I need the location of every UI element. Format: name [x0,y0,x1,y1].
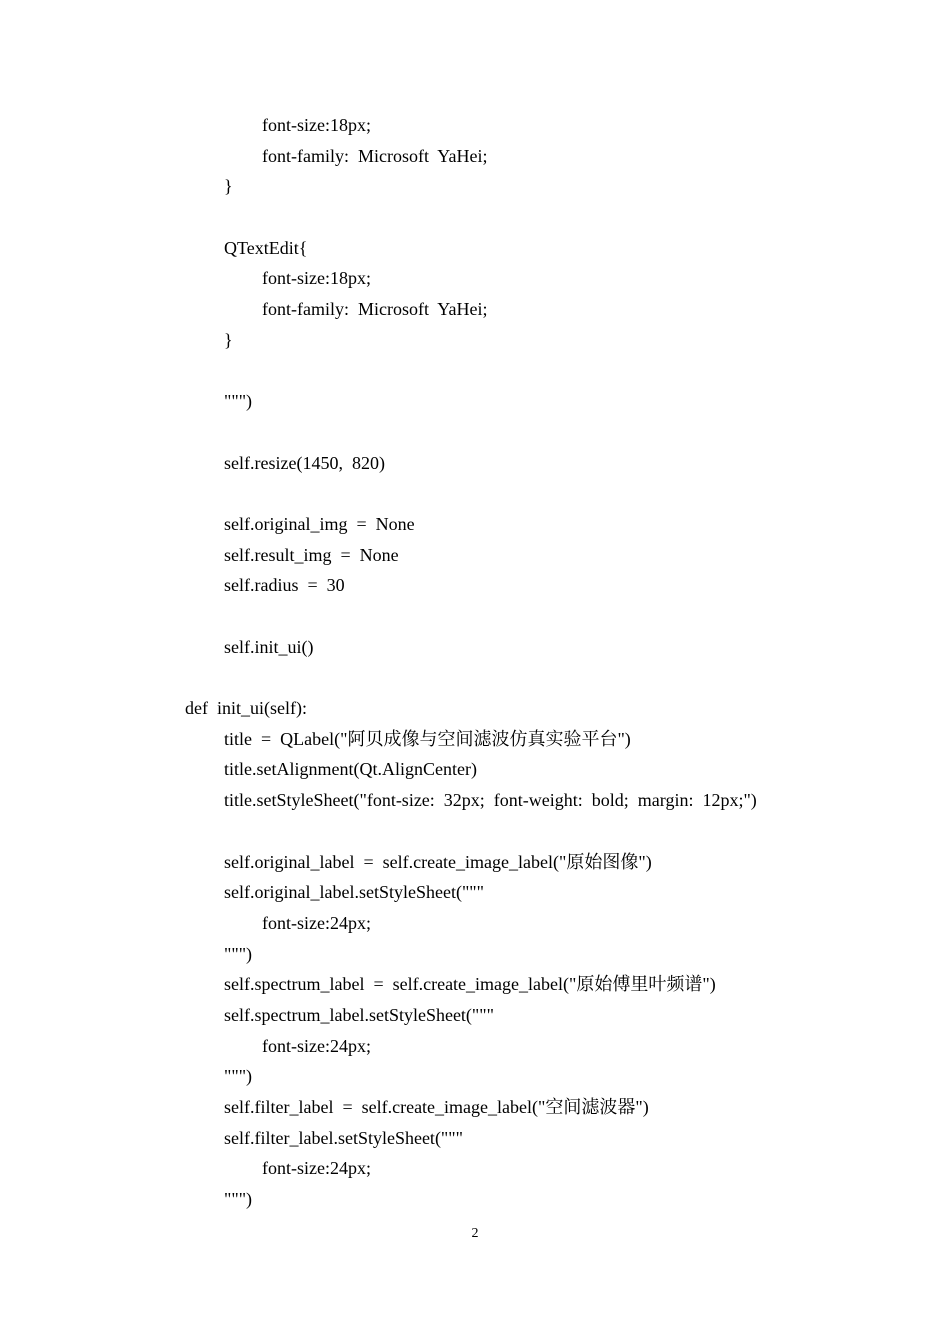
code-listing [0,110,950,1215]
code-line: font-size:18px; [262,115,371,135]
code-line: def init_ui(self): [185,698,307,719]
code-line: title = QLabel("阿贝成像与空间滤波仿真实验平台") [224,728,631,749]
code-line: QTextEdit{ [224,237,308,258]
code-line: title.setStyleSheet("font-size: 32px; font-weight: bold; margin: 12px;") [224,790,757,811]
blank-line [0,601,950,632]
code-line: self.spectrum_label = self.create_image_label("原始傅里叶频谱") [224,974,716,995]
code-line: self.filter_label = self.create_image_label("空间滤波器") [224,1097,649,1117]
code-line: self.original_label.setStyleSheet(""" [224,882,484,903]
code-line: """) [224,1189,253,1210]
code-line: font-size:24px; [262,1035,371,1056]
code-line: font-size:18px; [262,268,371,289]
code-line: self.original_label = self.create_image_label("原始图像") [224,851,652,872]
code-line: } [224,176,233,197]
code-line: font-size:24px; [262,912,371,933]
code-line: self.resize(1450, 820) [224,452,385,473]
blank-line [0,662,950,693]
code-line: } [224,329,233,350]
code-line: self.original_img = None [224,513,415,534]
code-line: font-family: Microsoft YaHei; [262,299,488,320]
code-line: font-family: Microsoft YaHei; [262,145,488,166]
code-line: """) [224,943,253,964]
code-line: """) [224,1066,253,1087]
blank-line [0,816,950,847]
blank-line [0,478,950,509]
code-line: self.radius = 30 [224,575,345,596]
code-line: self.init_ui() [224,636,314,657]
code-line: title.setAlignment(Qt.AlignCenter) [224,759,477,780]
blank-line [0,356,950,387]
code-line: self.filter_label.setStyleSheet(""" [224,1127,463,1148]
blank-line [0,202,950,233]
code-line: """) [224,391,253,412]
code-line: font-size:24px; [262,1158,371,1179]
blank-line [0,417,950,448]
code-line: self.spectrum_label.setStyleSheet(""" [224,1004,494,1025]
code-line: self.result_img = None [224,544,399,565]
page-number: 2 [471,1226,479,1241]
